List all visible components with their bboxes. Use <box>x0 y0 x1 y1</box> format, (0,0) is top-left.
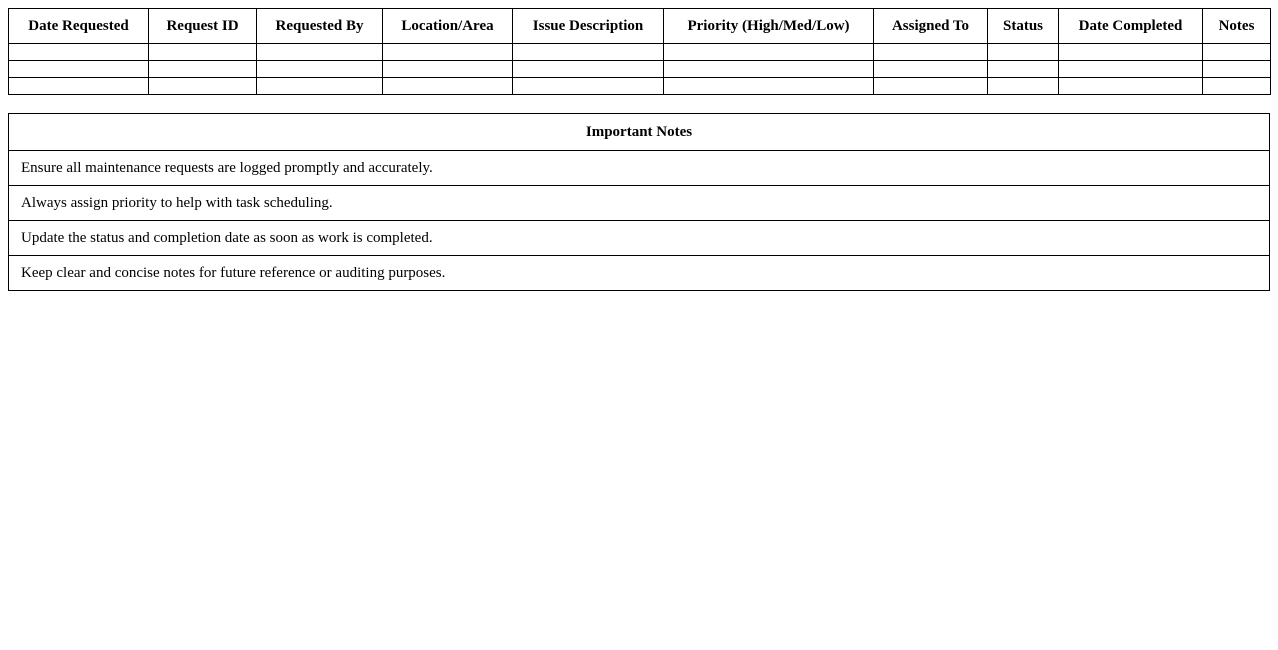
table-cell[interactable] <box>874 78 988 95</box>
column-header-issue-description: Issue Description <box>513 9 664 44</box>
table-cell[interactable] <box>1059 44 1203 61</box>
table-row <box>9 61 1271 78</box>
important-notes-table <box>8 113 1270 291</box>
table-cell[interactable] <box>9 44 149 61</box>
note-row <box>9 221 1270 256</box>
table-cell[interactable] <box>1203 44 1271 61</box>
table-cell[interactable] <box>513 44 664 61</box>
table-cell[interactable] <box>664 44 874 61</box>
table-cell[interactable] <box>9 78 149 95</box>
notes-header-row <box>9 114 1270 151</box>
column-header-location-area: Location/Area <box>383 9 513 44</box>
table-cell[interactable] <box>988 78 1059 95</box>
note-row <box>9 151 1270 186</box>
column-header-request-id: Request ID <box>149 9 257 44</box>
column-header-status: Status <box>988 9 1059 44</box>
table-cell[interactable] <box>383 78 513 95</box>
column-header-assigned-to: Assigned To <box>874 9 988 44</box>
table-cell[interactable] <box>149 61 257 78</box>
table-cell[interactable] <box>1059 61 1203 78</box>
table-cell[interactable] <box>257 61 383 78</box>
table-cell[interactable] <box>988 44 1059 61</box>
table-cell[interactable] <box>1203 61 1271 78</box>
table-cell[interactable] <box>9 61 149 78</box>
note-row <box>9 186 1270 221</box>
table-cell[interactable] <box>664 61 874 78</box>
table-cell[interactable] <box>383 61 513 78</box>
column-header-date-requested: Date Requested <box>9 9 149 44</box>
note-item: Always assign priority to help with task scheduling. <box>9 186 1270 221</box>
table-cell[interactable] <box>1203 78 1271 95</box>
table-row <box>9 78 1271 95</box>
table-row <box>9 44 1271 61</box>
table-cell[interactable] <box>383 44 513 61</box>
table-cell[interactable] <box>513 61 664 78</box>
notes-title: Important Notes <box>9 114 1270 151</box>
note-row <box>9 256 1270 291</box>
column-header-requested-by: Requested By <box>257 9 383 44</box>
note-item: Update the status and completion date as soon as work is completed. <box>9 221 1270 256</box>
table-cell[interactable] <box>664 78 874 95</box>
table-cell[interactable] <box>149 44 257 61</box>
note-item: Keep clear and concise notes for future reference or auditing purposes. <box>9 256 1270 291</box>
table-cell[interactable] <box>874 61 988 78</box>
table-cell[interactable] <box>257 44 383 61</box>
column-header-date-completed: Date Completed <box>1059 9 1203 44</box>
maintenance-log-table <box>8 8 1271 95</box>
table-cell[interactable] <box>149 78 257 95</box>
table-cell[interactable] <box>988 61 1059 78</box>
column-header-notes: Notes <box>1203 9 1271 44</box>
table-header-row <box>9 9 1271 44</box>
table-cell[interactable] <box>1059 78 1203 95</box>
note-item: Ensure all maintenance requests are logged promptly and accurately. <box>9 151 1270 186</box>
table-cell[interactable] <box>257 78 383 95</box>
column-header-priority: Priority (High/Med/Low) <box>664 9 874 44</box>
table-cell[interactable] <box>513 78 664 95</box>
table-cell[interactable] <box>874 44 988 61</box>
